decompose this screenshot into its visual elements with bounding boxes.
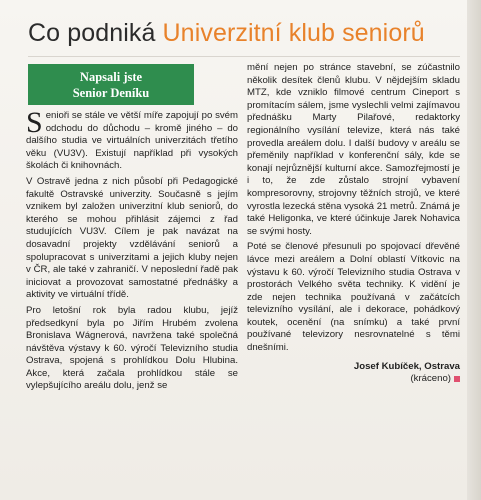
- headline-part-1: Co podniká: [28, 19, 156, 47]
- section-banner: [28, 64, 194, 105]
- end-mark-icon: [454, 376, 460, 382]
- article-left-column: [26, 106, 238, 396]
- paragraph-1-text: enioři se stále ve větší míře zapojují po svém odchodu do důchodu – kromě jiného – do dalšího studia ve virtuálních univerzitách třetího věku (VU3V). Existují například při vysokých školách či knihovnách.: [26, 110, 238, 172]
- drop-cap: S: [26, 106, 43, 139]
- author-signature: [247, 361, 460, 374]
- paragraph-2: V Ostravě jedna z nich působí při Pedagogické fakultě Ostravské univerzity. Současně s jejím vznikem byl založen univerzitní klub seniorů, do kterého se mohou přihlásit zájemci z řad studujících VU3V. Cílem je pak navázat na dosavadní projekty vzdělávání seniorů a spolupracovat s univerzitami a jejich kluby nejen v ČR, ale také v zahraničí. V neposlední řadě pak iniciovat a provozovat samostatné přednášky a aktivity ve virtuální třídě.: [26, 175, 238, 301]
- headline-part-2: Univerzitní klub seniorů: [162, 19, 425, 47]
- banner-line-2: Senior Deníku: [72, 85, 150, 100]
- paragraph-3: Pro letošní rok byla radou klubu, jejíž předsedkyní byla po Jiřím Hrubém zvolena Bronislava Wágnerová, navržena také společná návštěva výstavy k 60. výročí Televizního studia Ostrava, spojená s prohlídkou Dolu Hlubina. Akce, která začala prohlídkou stále se vylepšujícího areálu dolu, jenž se: [26, 304, 238, 392]
- article-right-column: [247, 62, 460, 386]
- author-name: Josef Kubíček, Ostrava: [353, 360, 460, 372]
- edit-note-text: (kráceno): [410, 373, 451, 385]
- article-headline: [28, 18, 481, 48]
- paragraph-1: [26, 106, 238, 173]
- edit-note: [247, 373, 460, 386]
- paragraph-4: mění nejen po stránce stavební, se zúčastnilo několik desítek členů klubu. V nějdejším skladu MTZ, kde vzniklo filmové centrum Cineport s promítacím sálem, jsme vyslechli velmi zajímavou přednášku Marty Pilařové, redaktorky regionálního vysílání televize, která nás také provedla areálem dolu. I další budovy v areálu se přeměnily například v konferenční sály, kde se konají nejrůznější kulturní akce. Samozřejmostí je i to, že zde zůstalo strojní vybavení kompresorovny, strojovny těžních strojů, ve které vyrostla lezecká stěna vysoká 21 metrů. Známá je také Heligonka, ve které účinkuje Jarek Nohavica se svými hosty.: [247, 62, 460, 237]
- paragraph-5: Poté se členové přesunuli po spojovací dřevěné lávce mezi areálem a Dolní oblastí Vítkovic na výstavu k 60. výročí Televizního studia Ostrava v prostorách Velkého světa techniky. K vidění je zde nejen technika používaná v začátcích televizního vysílání, ale i dekorace, pohádkový koutek, ocenění (na snímku) a také první používané televizory nesrovnatelné s těmi dnešními.: [247, 241, 460, 354]
- header-divider: [28, 56, 460, 57]
- page-edge: [467, 0, 481, 500]
- banner-line-1: Napsali jste: [79, 69, 143, 84]
